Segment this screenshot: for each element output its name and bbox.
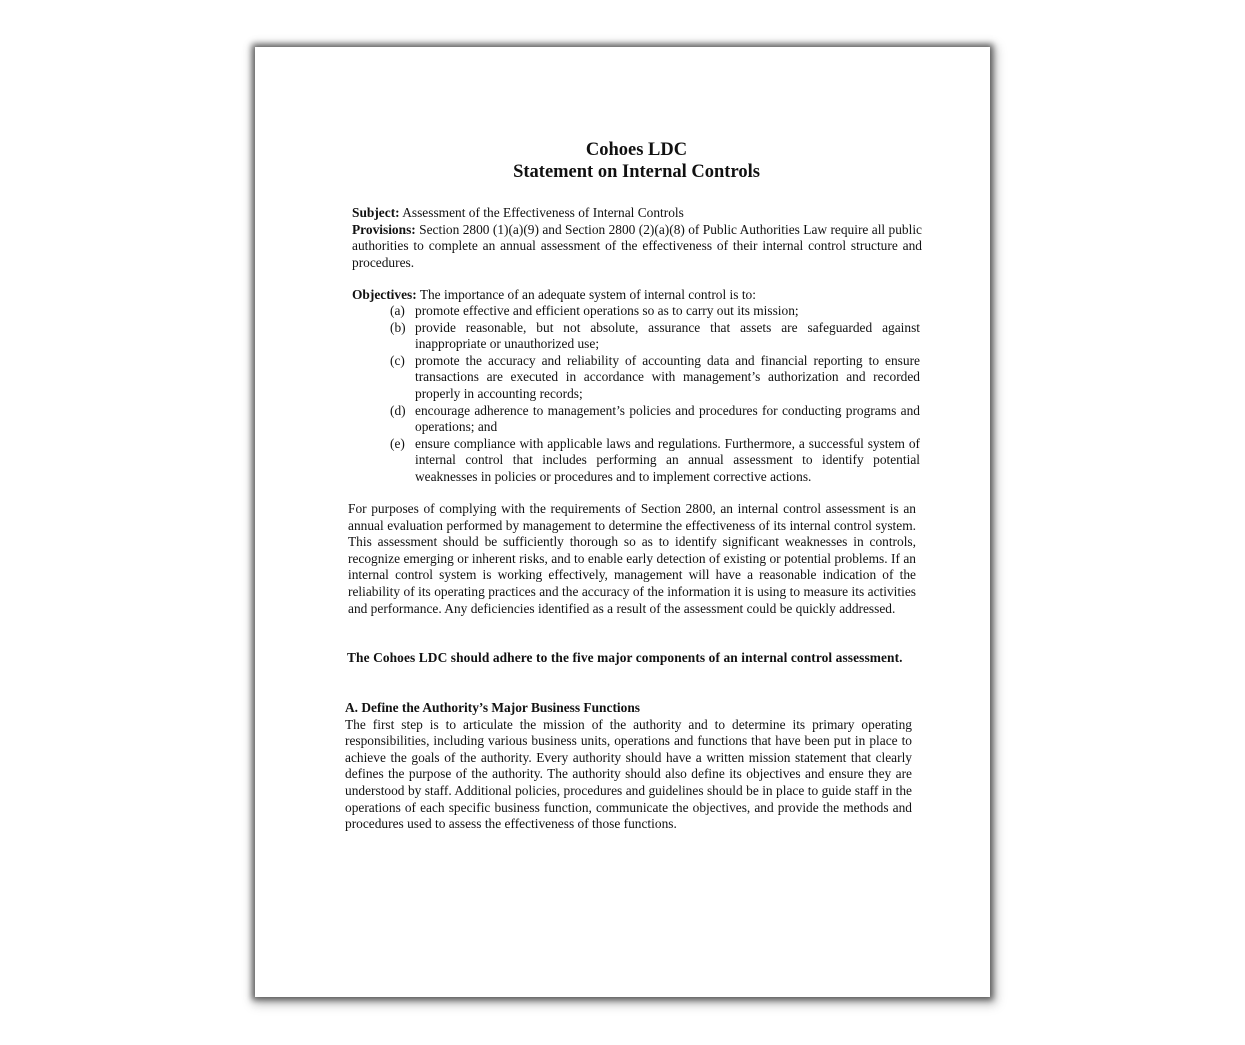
objectives-label: Objectives:: [352, 287, 417, 302]
objective-item: [390, 403, 920, 436]
document-title: Cohoes LDC: [585, 140, 688, 160]
section-a: [345, 700, 912, 833]
components-statement: The Cohoes LDC should adhere to the five major components of an internal control assessment.: [347, 650, 903, 665]
subject-provisions-block: [352, 205, 922, 271]
subject-line: [352, 205, 922, 222]
objective-marker: (d): [390, 402, 406, 418]
objective-marker: (a): [390, 303, 405, 318]
objective-text: promote the accuracy and reliability of accounting data and financial reporting to ensure transactions are executed in accordance with management’s authorization and recorded properly in accounting records;: [415, 352, 920, 401]
objective-text: provide reasonable, but not absolute, assurance that assets are safeguarded against inappropriate or unauthorized use;: [415, 319, 920, 352]
provisions-paragraph: [352, 222, 922, 272]
document-content: [255, 47, 990, 997]
document-subtitle: Statement on Internal Controls: [513, 162, 760, 182]
objective-marker: (b): [390, 319, 406, 335]
objectives-list: [390, 303, 920, 486]
subject-text: Assessment of the Effectiveness of Internal Controls: [402, 205, 684, 220]
objective-item: [390, 436, 920, 486]
objectives-intro: The importance of an adequate system of internal control is to:: [419, 287, 756, 302]
objective-item: [390, 303, 920, 320]
section-a-text: The first step is to articulate the mission of the authority and to determine its primary operating responsibilities, including various business units, operations and functions that have been put in place to achieve the goals of the authority. Every authority should have a written mission statement that clearly defines the purpose of the authority. The authority should also define its objectives and ensure they are understood by staff. Additional policies, procedures and guidelines should be in place to guide staff in the operations of each specific business function, communicate the objectives, and provide the methods and procedures used to assess the effectiveness of those functions.: [345, 716, 912, 832]
provisions-label: Provisions:: [352, 221, 416, 237]
objective-text: ensure compliance with applicable laws and regulations. Furthermore, a successful system of internal control that includes performing an annual assessment to identify potential weaknesses in policies or procedures and to implement corrective actions.: [415, 435, 920, 484]
objective-text: promote effective and efficient operations so as to carry out its mission;: [415, 303, 799, 318]
section-a-heading: A. Define the Authority’s Major Business Functions: [345, 700, 640, 715]
objective-item: [390, 353, 920, 403]
objective-marker: (e): [390, 435, 405, 451]
provisions-text: Section 2800 (1)(a)(9) and Section 2800 (2)(a)(8) of Public Authorities Law require all public authorities to complete an annual assessment of the effectiveness of their internal control structure and procedures.: [352, 221, 922, 270]
objective-text: encourage adherence to management’s policies and procedures for conducting programs and operations; and: [415, 402, 920, 435]
objectives-intro-line: [352, 287, 922, 304]
document-page: [255, 47, 990, 997]
objective-item: [390, 320, 920, 353]
purposes-paragraph: For purposes of complying with the requirements of Section 2800, an internal control assessment is an annual evaluation performed by management to determine the effectiveness of its internal control system. This assessment should be sufficiently thorough so as to identify significant weaknesses in controls, recognize emerging or inherent risks, and to enable early detection of existing or potential problems. If an internal control system is working effectively, management will have a reasonable indication of the reliability of its operating practices and the accuracy of the information it is using to measure its activities and performance. Any deficiencies identified as a result of the assessment could be quickly addressed.: [348, 501, 916, 616]
objective-marker: (c): [390, 352, 405, 368]
subject-label: Subject:: [352, 205, 400, 220]
